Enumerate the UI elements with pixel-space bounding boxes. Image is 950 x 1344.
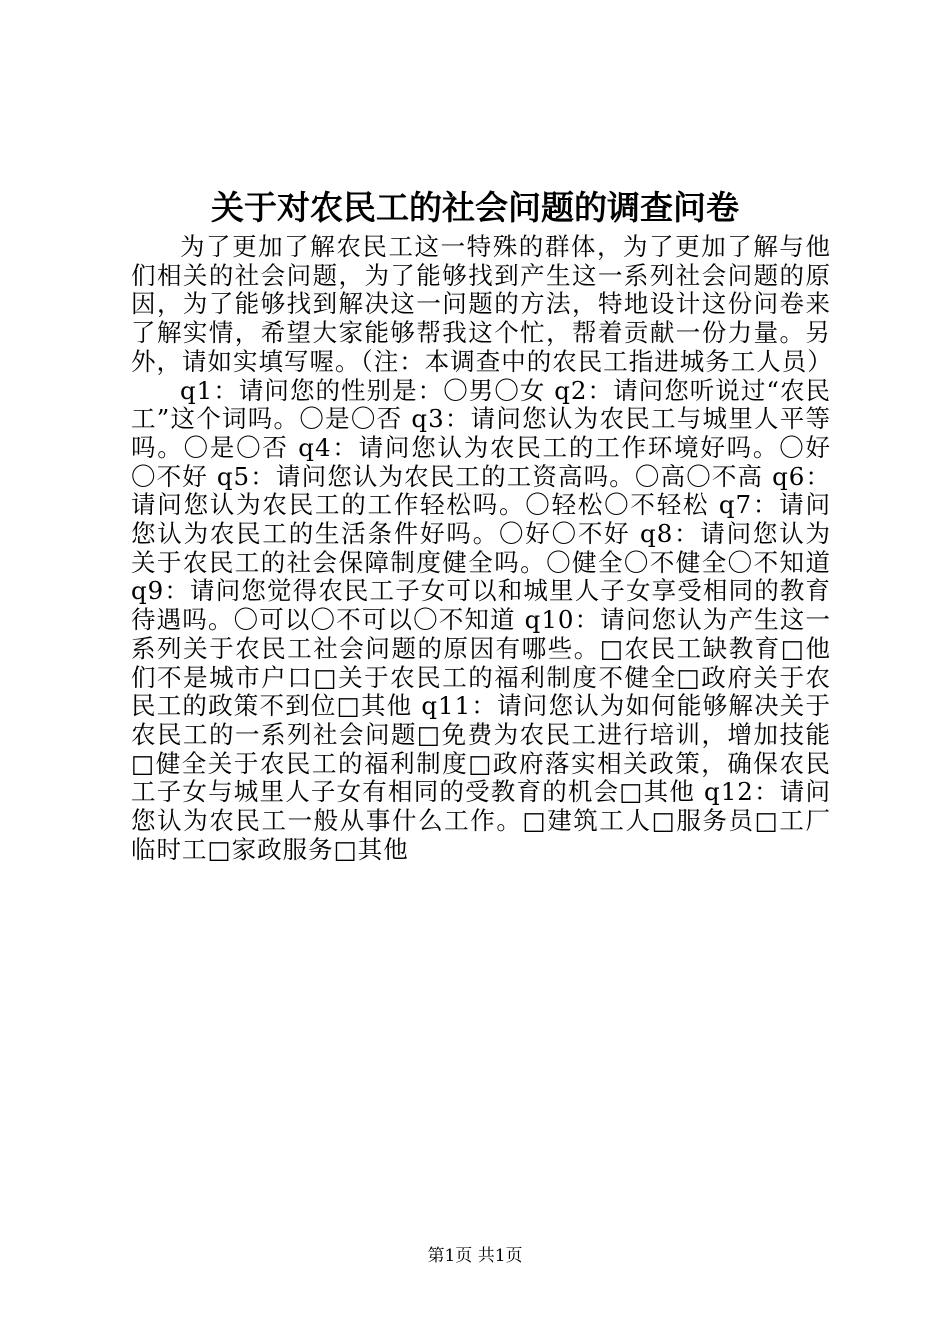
page-title: 关于对农民工的社会问题的调查问卷 <box>211 188 739 227</box>
intro-paragraph: 为了更加了解农民工这一特殊的群体，为了更加了解与他们相关的社会问题，为了能够找到产生这一系列社会问题的原因，为了能够找到解决这一问题的方法，特地设计这份问卷来了解实情，希望大家能够帮我这个忙，帮着贡献一份力量。另外，请如实填写喔。（注：本调查中的农民工指进城务工人员） <box>131 232 833 376</box>
page-footer: 第1页 共1页 <box>427 1246 523 1266</box>
document-body <box>131 233 831 864</box>
questions-paragraph: q1：请问您的性别是：〇男〇女 q2：请问您听说过“农民工”这个词吗。〇是〇否 q3：请问您认为农民工与城里人平等吗。〇是〇否 q4：请问您认为农民工的工作环境好吗。〇好〇不好 q5：请问您认为农民工的工资高吗。〇高〇不高 q6：请问您认为农民工的工作轻松吗。〇轻松〇不轻松 q7：请问您认为农民工的生活条件好吗。〇好〇不好 q8：请问您认为关于农民工的社会保障制度健全吗。〇健全〇不健全〇不知道 q9：请问您觉得农民工子女可以和城里人子女享受相同的教育待遇吗。〇可以〇不可以〇不知道 q10：请问您认为产生这一系列关于农民工社会问题的原因有哪些。□农民工缺教育□他们不是城市户口□关于农民工的福利制度不健全□政府关于农民工的政策不到位□其他 q11：请问您认为如何能够解决关于农民工的一系列社会问题□免费为农民工进行培训，增加技能□健全关于农民工的福利制度□政府落实相关政策，确保农民工子女与城里人子女有相同的受教育的机会□其他 q12：请问您认为农民工一般从事什么工作。□建筑工人□服务员□工厂临时工□家政服务□其他 <box>131 375 831 864</box>
